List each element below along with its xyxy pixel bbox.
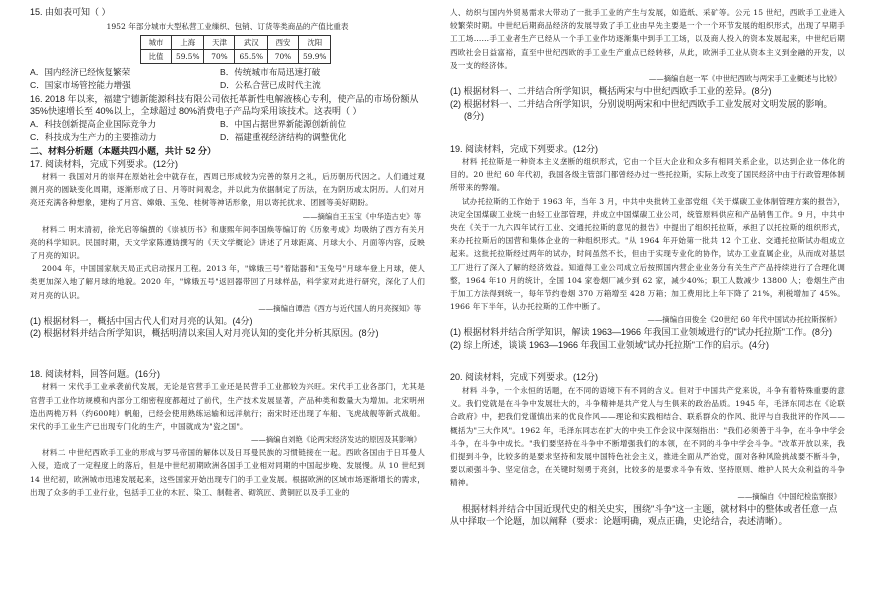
section-heading: 二、材料分析题（本题共四小题，共计 52 分） [30,145,217,156]
q15-options [30,66,425,93]
q18-source-1: ——摘编自刘艳《论两宋经济发达的原因及其影响》 [251,435,421,445]
q17-req-1: (1) 根据材料一，概括中国古代人们对月亮的认知。(4分) [30,315,253,326]
q19-material-1: 材料 托拉斯是一种资本主义垄断的组织形式，它由一个巨大企业和众多有相同关系企业，以达到企业一体化的目的。20 世纪 60 年代初，我国各级主管部门都曾经办过一些托拉斯，实际上改变了国民经济中由于行政管理体制所带来的弊端。 [450,157,845,193]
left-column [30,6,425,499]
q17-material-1: 材料一 我国对月的崇拜在原始社会中就存在，西周已形成较为完善的祭月之礼，后历朝历代因之。人们通过观测月亮的圆缺变化周期，逐渐形成了日、月等时间观念，并以此为依据制定了历法，在为阴历或太阴历。人们对月亮还充满各种想象，建构了月宫、嫦娥、玉兔、桂树等神话形象，用以寄托扰求、团圆等美好期盼。 [30,172,425,208]
q17-material-2: 材料二 明末清初，徐光启等编撰的《崇祯历书》和康熙年间李国焕等编订的《历象考成》均吸纳了西方有关月亮的科学知识。民国时期，天文学家陈遵妫撰写的《天文学概论》讲述了月球距离、月球大小、月面等内容，反映了月亮的知识。 [30,224,425,261]
right-column [450,6,845,528]
table-row: 比值 59.5% 70% 65.5% 70% 59.9% [141,49,331,63]
q15-option-b: B．传统城市布局迅速打破 [220,66,321,77]
q18-req-2-score: (8分) [464,111,484,122]
q15-table-caption: 1952 年部分城市大型私营工业缫织、包销、订货等类商品的产值比重表 [106,21,349,31]
q16-option-b: B．中国占据世界新能源创新前位 [220,118,347,129]
q18-stem: 18. 阅读材料，回答问题。(16分) [30,368,161,379]
answer-space [450,351,845,371]
q16-option-c: C．科技成为生产力的主要推动力 [30,132,157,142]
q15-table [140,35,331,64]
q18-req-1: (1) 根据材料一、二并结合所学知识，概括两宋与中世纪西欧手工业的差异。(8分) [450,86,772,97]
table-row: 城市 上海 天津 武汉 西安 沈阳 [141,35,331,49]
q17-req-2: (2) 根据材料并结合所学知识，概括明清以来国人对月亮认知的变化并分析其原因。(8分) [30,328,379,339]
q20-requirement: 根据材料并结合中国近现代史的相关史实，围绕"斗争"这一主题，就材料中的整体或者任意一点从中择取一个论题，加以阐释（要求：论题明确，观点正确，史论结合，表述清晰）。 [450,503,838,527]
q18-material-2: 材料二 中世纪西欧手工业的形成与罗马帝国的解体以及日耳曼民族的习惯链接在一起。西欧各国由于日耳曼人入侵，造成了一定程度上的落后，但是中世纪初期欧洲各国手工业相对同期的中国起步晚、发展慢。从 10 世纪到 14 世纪初，欧洲城市迅速发展起来，这些国家开始出现专门的手工业发展。根据欧洲的区域市场逐渐增长的需求，出现了众多的手工业行业，包括手工业的木匠、染工、制鞋者、砌筑匠、黄铜匠以及手工业的 [30,448,425,497]
q19-stem: 19. 阅读材料，完成下列要求。(12分) [450,143,599,154]
answer-space [30,340,425,368]
q16-option-a: A．科技创新提高企业国际竞争力 [30,118,157,129]
q17-material-3: 2004 年，中国国家航天局正式启动探月工程。2013 年，"嫦娥三号"着陆器和"玉兔号"月球车登上月球，使人类更加深入地了解月球的地貌。2020 年，"嫦娥五号"返回器带回了月球样品，科学家对此进行研究，深化了人们对月亮的认识。 [30,264,425,300]
q15-option-c: C．国家市场管控能力增强 [30,80,131,90]
q15-option-a: A．国内经济已经恢复繁荣 [30,66,131,77]
q16-options [30,118,425,145]
q17-source-1: ——摘编自王玉宝《中华造古史》等 [302,211,421,221]
q18-source-2: ——摘编自赵一军《中世纪西欧与两宋手工业概述与比较》 [648,74,841,84]
q19-req-1: (1) 根据材料并结合所学知识，解读 1963—1966 年我国工业领域进行的"试办托拉斯"工作。(8分) [450,327,832,338]
q15-option-d: D．公私合营已成时代主流 [220,80,321,90]
q16-option-d: D．福建重视经济结构的调整优化 [220,132,347,142]
q19-req-2: (2) 综上所述，谈谈 1963—1966 年我国工业领域"试办托拉斯"工作的启示。(4分) [450,339,769,350]
q17-source-2: ——摘编自谭浩《西方与近代国人的月亮探知》等 [258,303,421,313]
q20-source: ——摘编自《中国纪检监察报》 [737,491,841,501]
q19-source: ——摘编自田俊全《20世纪 60 年代中国试办托拉斯探析》 [647,315,841,325]
q16-stem: 16. 2018 年以来，福建宁德新能源科技有限公司依托革新性电解液核心专利，使产品的市场份额从 35%快速增长至 40%以上，全球超过 80%消费电子产品均采用该技术。这表明（ ） [30,93,419,116]
q15-stem: 15. 由如表可知（ ） [30,7,111,17]
q20-material: 材料 斗争，一个永恒的话题，在不同的语境下有不同的含义。但对于中国共产党来说，斗争有着特殊重要的意义。我们党就是在斗争中发展壮大的，斗争精神是共产党人与生俱来的政治品质。1945 年，毛泽东同志在《论联合政府》中，把我们党谨慎出来的优良作风——理论和实践相结合、联系群众的作风、批评与自我批评的作风——概括为"三大作风"。1962 年，毛泽东同志在扩大的中央工作会议中深刻指出："我们必须善于斗争，在斗争中学会斗争，在斗争中成长。"我们要坚持在斗争中不断增强我们的本领，在不同的斗争中学会斗争。"改革开放以来，我们提到斗争，比较多的是要求坚持和发展中国特色社会主义，推进全面从严治党，面对各种风险挑战要不断斗争，要以顽强斗争、坚定信念，在关键时刻勇于亮剑，比较多的是要求斗争有效、坚持原则、维护人民大众利益的斗争精神。 [450,385,845,488]
q18-req-2: (2) 根据材料一、二并结合所学知识，分别说明两宋和中世纪西欧手工业发展对文明发展的影响。 [450,98,833,109]
q18-material-2-continued: 人、纺织与国内外贸易需求大带动了一批手工业的产生与发展，如造纸、采矿等。公元 15 世纪，西欧手工业进入较繁荣时期。中世纪后期商品经济的发展导致了手工业由早先主要是一个一个环节发展的组织形式，出现了早期手工工场……手工业者生产已经从一个手工业作坊逐渐集中到手工工场，以及商人投入的资本发展起来，中世纪后期西欧社会日益富裕，直至中世纪西欧的手工业生产重点已经转移，从此，欧洲手工业从资本主义到金融的开发，以及一支的经济体。 [450,8,845,70]
answer-space [450,123,845,143]
q17-stem: 17. 阅读材料，完成下列要求。(12分) [30,158,179,169]
q18-material-1: 材料一 宋代手工业承袭前代发展，无论是官营手工业还是民营手工业都较为兴旺。宋代手工业各部门，尤其是官营手工业作坊规模和内部分工细密程度都超过了前代，生产技术发展显著，产品种类和数量大为增加。北宋明州造出两桅万料（约600吨）帆船，已经会使用熟练运输和远洋航行；南宋时还出现了车船、飞虎战舰等新式战船。宋代的手工业生产已出现专门化的生产，中国就成为"瓷之国"。 [30,382,425,431]
q19-material-2: 试办托拉斯的工作始于 1963 年，当年 3 月，中共中央批转工业部党组《关于煤碳工业体制管理方案的报告》，决定全国煤碳工业统一由轻工业部管理，并成立中国煤碳工业公司，统管原料供应和产品销售工作。9 月，中共中央在《关于一九六四年试行工业、交通托拉斯的意见的报告》中提出了组织托拉斯，承担了以托拉斯的组织形式，来办托拉斯后的国营和集体企业的一种组织形式。"从 1964 年开始第一批共 12 个工业、交通托拉斯试办组成立起来。这批托拉斯经过两年的试办，时间虽然不长，但由于实现专业化的协作，试办工业直属企业，从而成对基层工厂进行了深入了解的经济效益。知道得工业公司成立后按照国内营企业业务分有关生产产品持续进行了合理化调整，1964 年10 月的统计，全国 104 家卷烟厂减少到 62 家，减少40%；职工人数减少 13800 人；卷烟生产由于加工方法得到统一，每年节约卷烟 370 万箱增至 428 万箱；加工费用比上年下降了 21%，利税增加了 45%。1966 年下半年，认办托拉斯的工作中断了。 [450,196,845,312]
q20-stem: 20. 阅读材料，完成下列要求。(12分) [450,372,599,383]
